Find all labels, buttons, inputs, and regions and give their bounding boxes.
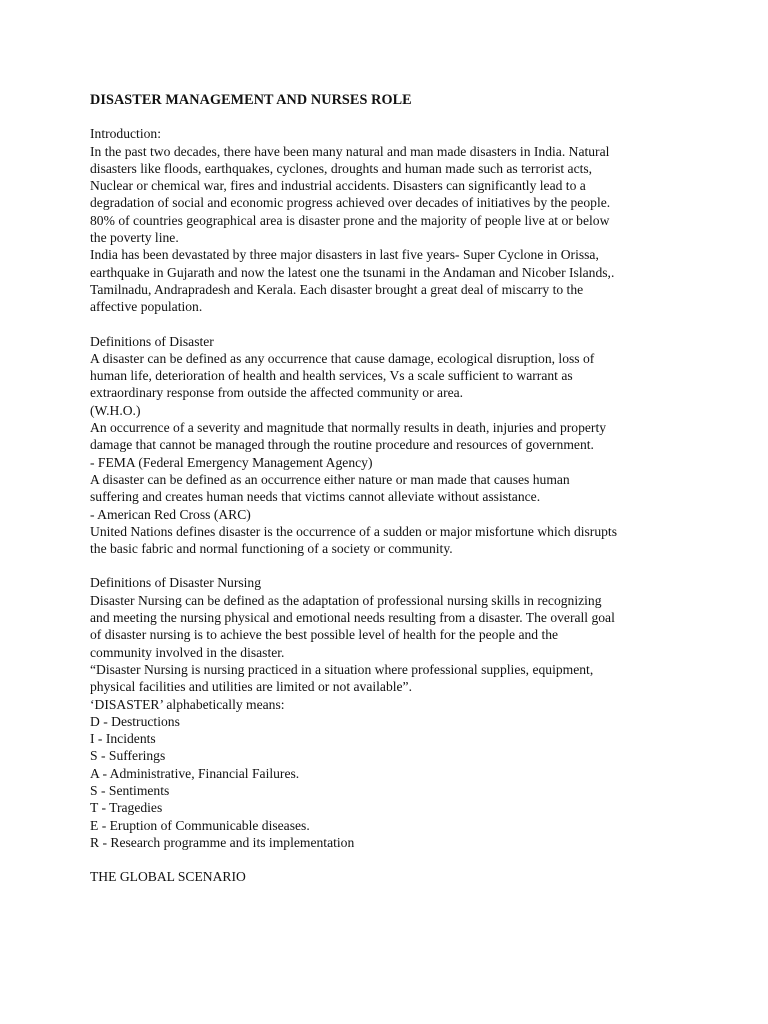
body-text-line: A - Administrative, Financial Failures. xyxy=(90,765,300,781)
body-text-line: S - Sufferings xyxy=(90,748,166,764)
body-text-line: suffering and creates human needs that victims cannot alleviate without assistance. xyxy=(90,489,541,505)
section-heading: Introduction: xyxy=(90,126,161,142)
body-text-line: extraordinary response from outside the affected community or area. xyxy=(90,385,464,401)
body-text-line: of disaster nursing is to achieve the best possible level of health for the people and the xyxy=(90,627,559,643)
body-text-line: India has been devastated by three major disasters in last five years- Super Cyclone in Orissa, xyxy=(90,247,599,263)
body-text-line: In the past two decades, there have been many natural and man made disasters in India. Natural xyxy=(90,143,610,159)
body-text-line: ‘DISASTER’ alphabetically means: xyxy=(90,696,285,712)
section-heading: Definitions of Disaster xyxy=(90,333,214,349)
body-text-line: physical facilities and utilities are limited or not available”. xyxy=(90,679,412,695)
body-text-line: earthquake in Gujarath and now the latest one the tsunami in the Andaman and Nicober Islands,. xyxy=(90,264,615,280)
body-text-line: the poverty line. xyxy=(90,230,179,246)
body-text-line: Disaster Nursing can be defined as the adaptation of professional nursing skills in recognizing xyxy=(90,592,602,608)
document-page xyxy=(90,92,740,885)
body-text-line: and meeting the nursing physical and emotional needs resulting from a disaster. The overall goal xyxy=(90,610,615,626)
body-text-line: “Disaster Nursing is nursing practiced in a situation where professional supplies, equipment, xyxy=(90,661,594,677)
section xyxy=(90,574,740,851)
section xyxy=(90,868,740,885)
section-heading: Definitions of Disaster Nursing xyxy=(90,575,262,591)
body-text-line: - American Red Cross (ARC) xyxy=(90,506,251,522)
body-text-line: damage that cannot be managed through the routine procedure and resources of government. xyxy=(90,437,594,453)
body-text-line: community involved in the disaster. xyxy=(90,644,285,660)
document-title: DISASTER MANAGEMENT AND NURSES ROLE xyxy=(90,92,412,108)
body-text-line: A disaster can be defined as any occurrence that cause damage, ecological disruption, loss of xyxy=(90,350,595,366)
body-text-line: disasters like floods, earthquakes, cyclones, droughts and human made such as terrorist acts, xyxy=(90,160,593,176)
body-text-line: S - Sentiments xyxy=(90,782,170,798)
body-text-line: United Nations defines disaster is the occurrence of a sudden or major misfortune which disrupts xyxy=(90,523,617,539)
body-text-line: 80% of countries geographical area is disaster prone and the majority of people live at or below xyxy=(90,212,610,228)
section-heading: THE GLOBAL SCENARIO xyxy=(90,869,246,885)
section xyxy=(90,125,740,315)
body-text-line: E - Eruption of Communicable diseases. xyxy=(90,817,310,833)
body-text-line: human life, deterioration of health and health services, Vs a scale sufficient to warrant as xyxy=(90,368,573,384)
body-text-line: An occurrence of a severity and magnitude that normally results in death, injuries and property xyxy=(90,420,607,436)
body-text-line: D - Destructions xyxy=(90,713,180,729)
body-text-line: degradation of social and economic progress achieved over decades of initiatives by the people. xyxy=(90,195,611,211)
body-text-line: (W.H.O.) xyxy=(90,402,141,418)
section xyxy=(90,333,740,558)
body-text-line: Tamilnadu, Andrapradesh and Kerala. Each disaster brought a great deal of miscarry to the xyxy=(90,281,584,297)
body-text-line: R - Research programme and its implementation xyxy=(90,834,355,850)
body-text-line: A disaster can be defined as an occurrence either nature or man made that causes human xyxy=(90,471,570,487)
body-text-line: - FEMA (Federal Emergency Management Agency) xyxy=(90,454,373,470)
document-body xyxy=(90,125,740,885)
body-text-line: T - Tragedies xyxy=(90,800,163,816)
body-text-line: Nuclear or chemical war, fires and industrial accidents. Disasters can significantly lead to a xyxy=(90,178,586,194)
body-text-line: I - Incidents xyxy=(90,731,156,747)
body-text-line: the basic fabric and normal functioning of a society or community. xyxy=(90,541,453,557)
body-text-line: affective population. xyxy=(90,299,203,315)
